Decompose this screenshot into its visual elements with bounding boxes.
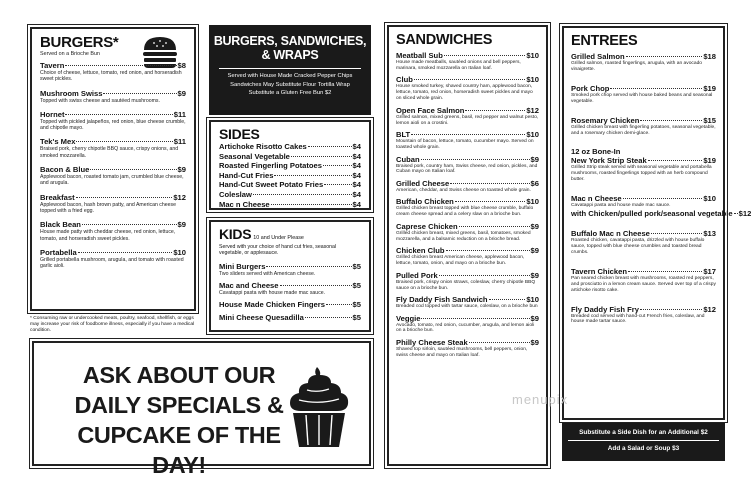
- burger-icon: [140, 35, 180, 69]
- menu-item: [396, 179, 539, 194]
- item-row: [396, 338, 539, 347]
- menu-item: [40, 137, 186, 159]
- item-name: Mushroom Swiss: [40, 88, 103, 98]
- kids-section: [209, 220, 371, 332]
- item-row: [219, 161, 361, 170]
- item-description: Grilled portabella mushroom, arugula, and tomato with roasted garlic aioli.: [40, 256, 184, 270]
- leader-dots: [90, 169, 176, 170]
- menu-item: [219, 190, 361, 199]
- menu-item: [396, 51, 539, 72]
- banner-note: Served with House Made Cracked Pepper Chips: [227, 73, 353, 79]
- menu-item: [396, 222, 539, 243]
- item-description: Topped with pickled jalapeños, red onion, blue cheese crumble, and chipotle mayo.: [40, 118, 186, 132]
- item-name: Tek's Mex: [40, 137, 76, 147]
- item-name: Grilled Cheese: [396, 178, 450, 188]
- leader-dots: [414, 79, 525, 80]
- leader-dots: [305, 317, 352, 318]
- menu-item: [40, 110, 186, 132]
- item-name: Breakfast: [40, 192, 75, 202]
- menu-item: [40, 89, 186, 104]
- leader-dots: [271, 204, 352, 205]
- item-description: House made meatballs, sautéed onions and bell peppers, marinara, smoked mozzarella on Italian loaf.: [396, 60, 521, 71]
- item-description: Breaded cod topped with tartar sauce, coleslaw, on a brioche bun: [396, 304, 538, 310]
- item-name: Fly Daddy Fish Sandwich: [396, 295, 488, 305]
- leader-dots: [459, 226, 530, 227]
- item-price: $10: [526, 130, 539, 140]
- leader-dots: [253, 194, 352, 195]
- watermark: menupix: [512, 392, 569, 407]
- item-price: $10: [173, 247, 186, 257]
- item-row: [219, 142, 361, 151]
- banner-note: Substitute a Gluten Free Bun $2: [248, 90, 332, 96]
- item-price: $10: [526, 51, 539, 60]
- menu-item: [571, 194, 751, 219]
- leader-dots: [628, 271, 702, 272]
- item-name: Mac and Cheese: [219, 280, 279, 290]
- item-row: [40, 137, 186, 146]
- menu-item: [396, 75, 539, 102]
- specials-text: [54, 360, 304, 480]
- item-row: [219, 300, 361, 309]
- item-name: Philly Cheese Steak: [396, 337, 468, 347]
- menu-item: [219, 200, 361, 209]
- item-name: Cuban: [396, 154, 420, 164]
- menu-item: [40, 61, 186, 83]
- item-row: [40, 248, 186, 257]
- item-description: House made patty with cheddar cheese, red onion, lettuce, tomato, and horseradish sweet pickles.: [40, 229, 176, 242]
- leader-dots: [623, 198, 703, 199]
- item-name: Meatball Sub: [396, 51, 443, 60]
- item-name: Black Bean: [40, 220, 81, 230]
- specials-line2: DAILY SPECIALS &: [74, 392, 284, 418]
- item-name: BLT: [396, 130, 411, 140]
- item-name: New York Strip Steak: [571, 156, 647, 166]
- item-name: Mac n Cheese: [571, 194, 622, 204]
- item-description: Grilled chicken breast, mixed greens, basil, tomatoes, smoked mozzarella, and a balsamic reduction on a brioche bread.: [396, 230, 531, 242]
- item-row: [219, 281, 361, 290]
- menu-item: [219, 171, 361, 180]
- item-name: Coleslaw: [219, 189, 252, 199]
- item-row: [396, 314, 539, 323]
- item-price: $10: [526, 197, 539, 207]
- item-row: [396, 295, 539, 304]
- leader-dots: [626, 56, 703, 57]
- leader-dots: [76, 141, 172, 142]
- banner-title-line2: & WRAPS: [261, 48, 319, 62]
- item-name: Hand-Cut Sweet Potato Fries: [219, 180, 324, 190]
- leader-dots: [266, 266, 351, 267]
- item-price: $4: [352, 199, 361, 209]
- extra-salad-soup: Add a Salad or Soup $3: [607, 445, 680, 452]
- item-price: $4: [352, 142, 361, 151]
- leader-dots: [82, 224, 177, 225]
- item-price: $4: [352, 189, 361, 199]
- item-name: Mini Cheese Quesadilla: [219, 313, 304, 323]
- menu-item: [40, 193, 186, 215]
- burgers-sandwiches-wraps-banner: [209, 25, 371, 115]
- item-row: [571, 194, 716, 203]
- item-name: Roasted Fingerling Potatoes: [219, 161, 322, 171]
- menu-item: [396, 338, 539, 359]
- entree-list: [571, 52, 751, 325]
- sides-list: [219, 142, 361, 209]
- item-description: Breaded cod served with hand-cut French fries, coleslaw, and house made tartar sauce.: [571, 313, 705, 325]
- item-row: [219, 190, 361, 199]
- item-price: $5: [352, 261, 361, 271]
- menu-item: [219, 262, 361, 277]
- item-name: Hand-Cut Fries: [219, 170, 274, 180]
- item-description: Applewood bacon, roasted tomato jam, crumbled blue cheese, and arugula.: [40, 174, 184, 187]
- banner-title-line1: BURGERS, SANDWICHES,: [213, 34, 367, 48]
- item-price: $9: [177, 165, 186, 175]
- menu-item: [219, 281, 361, 296]
- sandwich-list: [396, 51, 539, 359]
- leader-dots: [308, 146, 352, 147]
- item-row: [571, 116, 716, 125]
- leader-dots: [65, 114, 172, 115]
- leader-dots: [421, 318, 529, 319]
- menu-item: [571, 267, 716, 294]
- item-name: Fly Daddy Fish Fry: [571, 304, 639, 314]
- item-description: Grilled salmon, roasted fingerlings, arugula, with an avocado vinaigrette.: [571, 61, 703, 72]
- cupcake-icon: [287, 365, 351, 449]
- leader-dots: [411, 134, 525, 135]
- leader-dots: [421, 159, 530, 160]
- item-row: [571, 229, 716, 238]
- menu-item: [571, 147, 716, 183]
- item-description: Grilled chicken breast American cheese, applewood bacon, lettuce, tomato, onion, and mayo on a brioche bun.: [396, 255, 525, 267]
- item-description: Grilled chicken breast with fingerling potatoes, seasonal vegetable, and a rosemary chicken demi-glace.: [571, 124, 716, 136]
- specials-line3: CUPCAKE OF THE DAY!: [77, 422, 281, 478]
- item-row: [219, 200, 361, 209]
- leader-dots: [465, 110, 525, 111]
- kids-list: [219, 262, 361, 323]
- item-price: $6: [530, 178, 539, 188]
- menu-item: [396, 155, 539, 176]
- item-row: [571, 209, 751, 219]
- sides-title: SIDES: [219, 126, 260, 142]
- item-price: $9: [177, 220, 186, 230]
- leader-dots: [489, 299, 526, 300]
- item-row: [219, 171, 361, 180]
- item-row: [396, 222, 539, 231]
- item-row: [396, 246, 539, 255]
- menu-item: [219, 313, 361, 322]
- menu-item: [219, 152, 361, 161]
- item-name: Pulled Pork: [396, 270, 438, 280]
- menu-item: [40, 248, 186, 270]
- item-description: Avocado, tomato, red onion, cucumber, arugula, and lemon aioli on a brioche bun.: [396, 322, 535, 334]
- item-price: $5: [352, 280, 361, 290]
- item-row: [396, 130, 539, 139]
- leader-dots: [450, 183, 529, 184]
- leader-dots: [103, 93, 176, 94]
- leader-dots: [469, 342, 530, 343]
- item-description: Cavatappi pasta with house made mac sauce.: [219, 289, 326, 296]
- item-price: $12: [526, 105, 539, 115]
- menu-item: [571, 52, 716, 73]
- kids-age-note: 10 and Under Please: [253, 235, 304, 241]
- item-name: Mini Burgers: [219, 261, 266, 271]
- item-name: Artichoke Risotto Cakes: [219, 142, 307, 151]
- item-row: [219, 262, 361, 271]
- item-price: $9: [530, 270, 539, 280]
- kids-subtitle: Served with your choice of hand cut fries, seasonal vegetable, or applesauce.: [219, 244, 337, 257]
- menu-item: [571, 116, 716, 137]
- item-row: [396, 179, 539, 188]
- leader-dots: [446, 250, 530, 251]
- item-price: $12: [173, 192, 186, 202]
- item-price: $11: [173, 137, 186, 147]
- item-description: Grilled salmon, mixed greens, basil, red pepper and walnut pesto, lemon aioli on a crostini.: [396, 114, 539, 126]
- item-extra-price: $12: [738, 209, 751, 219]
- entrees-title: ENTREES: [571, 33, 638, 49]
- item-name: Caprese Chicken: [396, 221, 458, 231]
- item-description: Braised pork, country ham, Swiss cheese, red onion, pickles, and Cuban mayo on Italian loaf.: [396, 163, 538, 175]
- item-price: $10: [526, 75, 539, 85]
- leader-dots: [326, 304, 352, 305]
- item-row: [571, 52, 716, 61]
- menu-item: [571, 84, 716, 105]
- leader-dots: [65, 65, 176, 66]
- item-price: $12: [703, 304, 716, 314]
- item-name: Club: [396, 75, 413, 85]
- item-name: Bacon & Blue: [40, 165, 90, 175]
- item-price: $8: [177, 61, 186, 70]
- item-description: Pan seared chicken breast with mushrooms, roasted red peppers, and prosciutto in a lemon cream sauce. Served over top of a crispy artichoke risotto cake.: [571, 275, 716, 293]
- item-price: $5: [352, 300, 361, 310]
- item-description: American, cheddar, and Swiss cheese on toasted whole grain.: [396, 187, 531, 193]
- item-price: $15: [703, 115, 716, 125]
- leader-dots: [610, 88, 702, 89]
- item-price: $4: [352, 161, 361, 171]
- item-name: Pork Chop: [571, 83, 610, 93]
- item-description: Applewood bacon, hash brown patty, and American cheese topped with a fried egg.: [40, 201, 177, 214]
- leader-dots: [640, 120, 702, 121]
- item-row: [40, 193, 186, 202]
- item-row: [571, 84, 716, 93]
- item-name: Tavern: [40, 61, 65, 70]
- item-description: Braised pork, crispy onion straws, coleslaw, cherry chipotle BBQ sauce on a brioche bun.: [396, 279, 536, 291]
- burgers-subtitle: Served on a Brioche Bun: [40, 51, 100, 57]
- item-name: Open Face Salmon: [396, 105, 465, 115]
- menu-item: [40, 220, 186, 242]
- item-price: $9: [530, 337, 539, 347]
- menu-item: [396, 197, 539, 218]
- leader-dots: [291, 156, 352, 157]
- item-description: Grilled Strip steak served with seasonal vegetable and portabella mushrooms, roasted fingerlings topped with an herb compound butter.: [571, 165, 712, 183]
- leader-dots: [274, 175, 351, 176]
- item-description: House smoked turkey, shaved country ham, applewood bacon, lettuce, tomato, red onion, horseradish sweet pickles and mayo on sliced whole grain.: [396, 84, 533, 102]
- menu-item: [219, 142, 361, 151]
- item-price: $11: [173, 109, 186, 119]
- leader-dots: [439, 275, 530, 276]
- item-row: [219, 152, 361, 161]
- menu-item: [396, 246, 539, 267]
- item-name: Seasonal Vegetable: [219, 151, 290, 161]
- extra-side-dish: Substitute a Side Dish for an Additional $2: [579, 429, 708, 436]
- item-price: $18: [703, 52, 716, 61]
- item-name: Tavern Chicken: [571, 266, 627, 276]
- leader-dots: [280, 285, 352, 286]
- item-row: [219, 313, 361, 322]
- item-price: $19: [703, 83, 716, 93]
- item-price: $9: [177, 88, 186, 98]
- menu-item: [396, 106, 539, 127]
- item-name: Veggie: [396, 313, 421, 323]
- item-name: House Made Chicken Fingers: [219, 300, 325, 310]
- item-description: Grilled chicken breast topped with blue cheese crumble, buffalo cream cheese spread and a celery slaw on a brioche bun.: [396, 206, 534, 218]
- item-description: Cavatappi pasta and house made mac sauce.: [571, 203, 671, 209]
- item-price: $4: [352, 170, 361, 180]
- item-price: $19: [703, 156, 716, 166]
- item-price: $17: [703, 266, 716, 276]
- item-price: $13: [703, 229, 716, 239]
- menu-item: [219, 180, 361, 189]
- menu-item: [396, 271, 539, 292]
- item-price: $4: [352, 180, 361, 190]
- item-row: [571, 305, 716, 314]
- item-description: Braised pork, cherry chipotle BBQ sauce, crispy onions, and smoked mozzarella.: [40, 146, 179, 159]
- item-price: $9: [530, 154, 539, 164]
- item-name: Hornet: [40, 109, 65, 119]
- item-description: Smoked pork chop served with house baked beans and seasonal vegetable.: [571, 92, 713, 104]
- kids-title: KIDS: [219, 226, 252, 242]
- item-price: $10: [703, 194, 716, 204]
- disclaimer: * Consuming raw or undercooked meats, poultry, seafood, shellfish, or eggs may increase your risk of foodborne illness, especially if you have a medical condition.: [30, 316, 195, 333]
- leader-dots: [76, 197, 173, 198]
- item-row: [396, 51, 539, 60]
- item-row: [396, 106, 539, 115]
- menu-item: [40, 165, 186, 187]
- entrees-section: [562, 26, 751, 420]
- leader-dots: [78, 252, 173, 253]
- item-price: $10: [526, 295, 539, 305]
- leader-dots: [640, 309, 702, 310]
- menu-item: [219, 161, 361, 170]
- item-description: Two sliders served with American cheese.: [219, 270, 316, 277]
- item-row: [396, 271, 539, 280]
- leader-dots: [444, 55, 525, 56]
- item-description: Choice of cheese, lettuce, tomato, red onion, and horseradish sweet pickles.: [40, 70, 182, 83]
- leader-dots: [734, 213, 738, 214]
- item-name: Buffalo Chicken: [396, 197, 454, 207]
- item-name: Portabella: [40, 247, 77, 257]
- menu-item: [396, 314, 539, 335]
- leader-dots: [651, 233, 702, 234]
- item-row: [40, 165, 186, 174]
- item-row: [219, 180, 361, 189]
- item-price: $9: [530, 221, 539, 231]
- item-extra-name: with Chicken/pulled pork/seasonal vegetable: [571, 209, 733, 219]
- sandwiches-title: SANDWICHES: [396, 32, 493, 48]
- daily-specials-box: [32, 341, 371, 478]
- item-price: $5: [352, 313, 361, 323]
- leader-dots: [323, 165, 352, 166]
- item-row: [40, 110, 186, 119]
- item-name: Rosemary Chicken: [571, 115, 640, 125]
- banner-note: Sandwiches May Substitute Flour Tortilla Wrap: [230, 81, 350, 88]
- item-description: Mountain of bacon, lettuce, tomato, cucumber mayo. Served on toasted whole grain.: [396, 139, 534, 151]
- menu-item: [396, 295, 539, 310]
- item-price: $9: [530, 313, 539, 323]
- burgers-title: BURGERS*: [40, 34, 119, 51]
- menu-item: [571, 305, 716, 326]
- extras-bar: [562, 423, 725, 461]
- leader-dots: [324, 184, 351, 185]
- item-name: Buffalo Mac n Cheese: [571, 229, 650, 239]
- item-row: [396, 155, 539, 164]
- item-row: [571, 267, 716, 276]
- burger-list: [40, 61, 186, 269]
- item-name: 12 oz Bone-In: [571, 147, 621, 157]
- specials-line1: ASK ABOUT OUR: [82, 362, 276, 388]
- item-description: Roasted chicken, cavatappi pasta, drizzled with house buffalo sauce, topped with blue cheese crumbles and toasted bread crumbs.: [571, 238, 705, 255]
- item-price: $9: [530, 246, 539, 256]
- menu-item: [219, 300, 361, 309]
- leader-dots: [648, 160, 703, 161]
- item-row: [40, 89, 186, 98]
- item-name: Chicken Club: [396, 246, 445, 256]
- item-description: Shaved top sirloin, sautéed mushrooms, bell peppers, onion, swiss cheese and mayo on Italian loaf.: [396, 346, 528, 358]
- item-name: Mac n Cheese: [219, 199, 270, 209]
- item-price: $4: [352, 151, 361, 161]
- menu-item: [396, 130, 539, 151]
- burgers-section: [30, 27, 196, 311]
- menu-item: [571, 229, 716, 256]
- leader-dots: [455, 201, 526, 202]
- item-description: Topped with swiss cheese and sautéed mushrooms.: [40, 97, 160, 104]
- sides-section: [209, 120, 371, 210]
- item-name: Grilled Salmon: [571, 52, 625, 61]
- item-row: [40, 220, 186, 229]
